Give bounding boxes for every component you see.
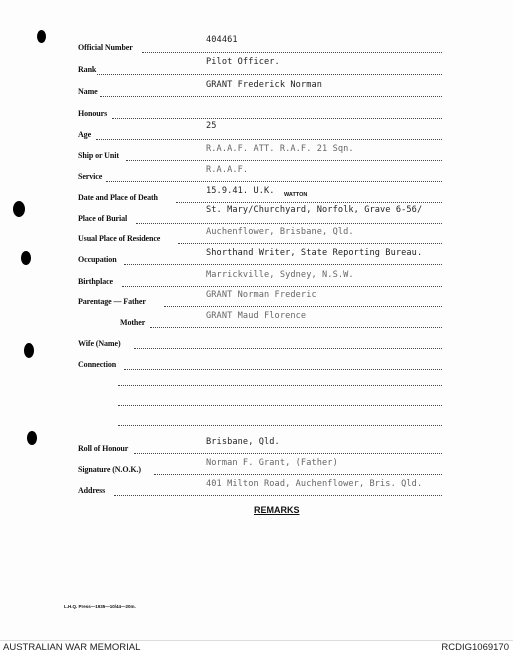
rank-value: Pilot Officer. <box>206 57 280 67</box>
service-value: R.A.A.F. <box>206 165 249 175</box>
wife-label: Wife (Name) <box>78 339 121 348</box>
birthplace-value: Marrickville, Sydney, N.S.W. <box>206 270 354 280</box>
address-value: 401 Milton Road, Auchenflower, Bris. Qld. <box>206 479 423 489</box>
age-value: 25 <box>206 121 217 131</box>
honours-line <box>112 118 442 119</box>
roll-of-honour-line <box>134 453 442 454</box>
burial-line <box>136 223 442 224</box>
address-label: Address <box>78 486 106 495</box>
address-line <box>114 495 442 496</box>
name-line <box>100 96 442 97</box>
occupation-value: Shorthand Writer, State Reporting Bureau. <box>206 248 423 258</box>
remarks-heading: REMARKS <box>254 505 300 515</box>
roll-of-honour-label: Roll of Honour <box>78 444 129 453</box>
occupation-line <box>124 264 442 265</box>
service-label: Service <box>78 172 103 181</box>
birthplace-line <box>122 286 442 287</box>
connection-line-4 <box>118 425 442 426</box>
punch-hole-4 <box>27 431 37 445</box>
mother-label: Mother <box>120 318 146 327</box>
official-number-label: Official Number <box>78 43 133 52</box>
occupation-label: Occupation <box>78 255 117 264</box>
ship-or-unit-value: R.A.A.F. ATT. R.A.F. 21 Sqn. <box>206 144 354 154</box>
death-line <box>176 202 442 203</box>
roll-of-honour-value: Brisbane, Qld. <box>206 437 280 447</box>
connection-line-1 <box>124 369 442 370</box>
footer-institution: AUSTRALIAN WAR MEMORIAL <box>3 642 141 653</box>
rank-label: Rank <box>78 65 97 74</box>
signature-value: Norman F. Grant, (Father) <box>206 458 338 468</box>
form-footnote: L.H.Q. Press—1935—10/44—20m. <box>64 604 136 609</box>
official-number-value: 404461 <box>206 35 238 45</box>
mother-line <box>150 327 442 328</box>
connection-line-3 <box>118 405 442 406</box>
mother-value: GRANT Maud Florence <box>206 311 307 321</box>
burial-insert-text: WATTON <box>284 192 308 198</box>
name-label: Name <box>78 87 98 96</box>
footer-record-id: RCDIG1069170 <box>441 642 509 653</box>
honours-label: Honours <box>78 109 108 118</box>
residence-value: Auchenflower, Brisbane, Qld. <box>206 227 354 237</box>
rank-line <box>97 74 442 75</box>
name-value: GRANT Frederick Norman <box>206 80 323 90</box>
punch-hole-3 <box>24 343 34 358</box>
signature-label: Signature (N.O.K.) <box>78 465 141 474</box>
service-line <box>106 181 442 182</box>
age-line <box>96 139 442 140</box>
father-label: Parentage — Father <box>78 297 146 306</box>
death-value: 15.9.41. U.K. <box>206 186 275 196</box>
ship-or-unit-line <box>126 160 442 161</box>
connection-line-2 <box>118 385 442 386</box>
punch-hole-2 <box>21 251 31 265</box>
father-line <box>164 306 442 307</box>
connection-label: Connection <box>78 360 117 369</box>
burial-label: Place of Burial <box>78 214 128 223</box>
archive-footer <box>0 640 513 655</box>
signature-line <box>154 474 442 475</box>
ship-or-unit-label: Ship or Unit <box>78 151 119 160</box>
residence-label: Usual Place of Residence <box>78 234 161 243</box>
burial-value: St. Mary/Churchyard, Norfolk, Grave 6-56/ <box>206 205 423 215</box>
official-number-line <box>142 52 442 53</box>
residence-line <box>178 243 442 244</box>
father-value: GRANT Norman Frederic <box>206 290 317 300</box>
age-label: Age <box>78 130 92 139</box>
punch-hole-top <box>37 30 46 43</box>
punch-hole-1 <box>13 201 25 217</box>
wife-line <box>134 348 442 349</box>
birthplace-label: Birthplace <box>78 277 113 286</box>
death-label: Date and Place of Death <box>78 193 158 202</box>
